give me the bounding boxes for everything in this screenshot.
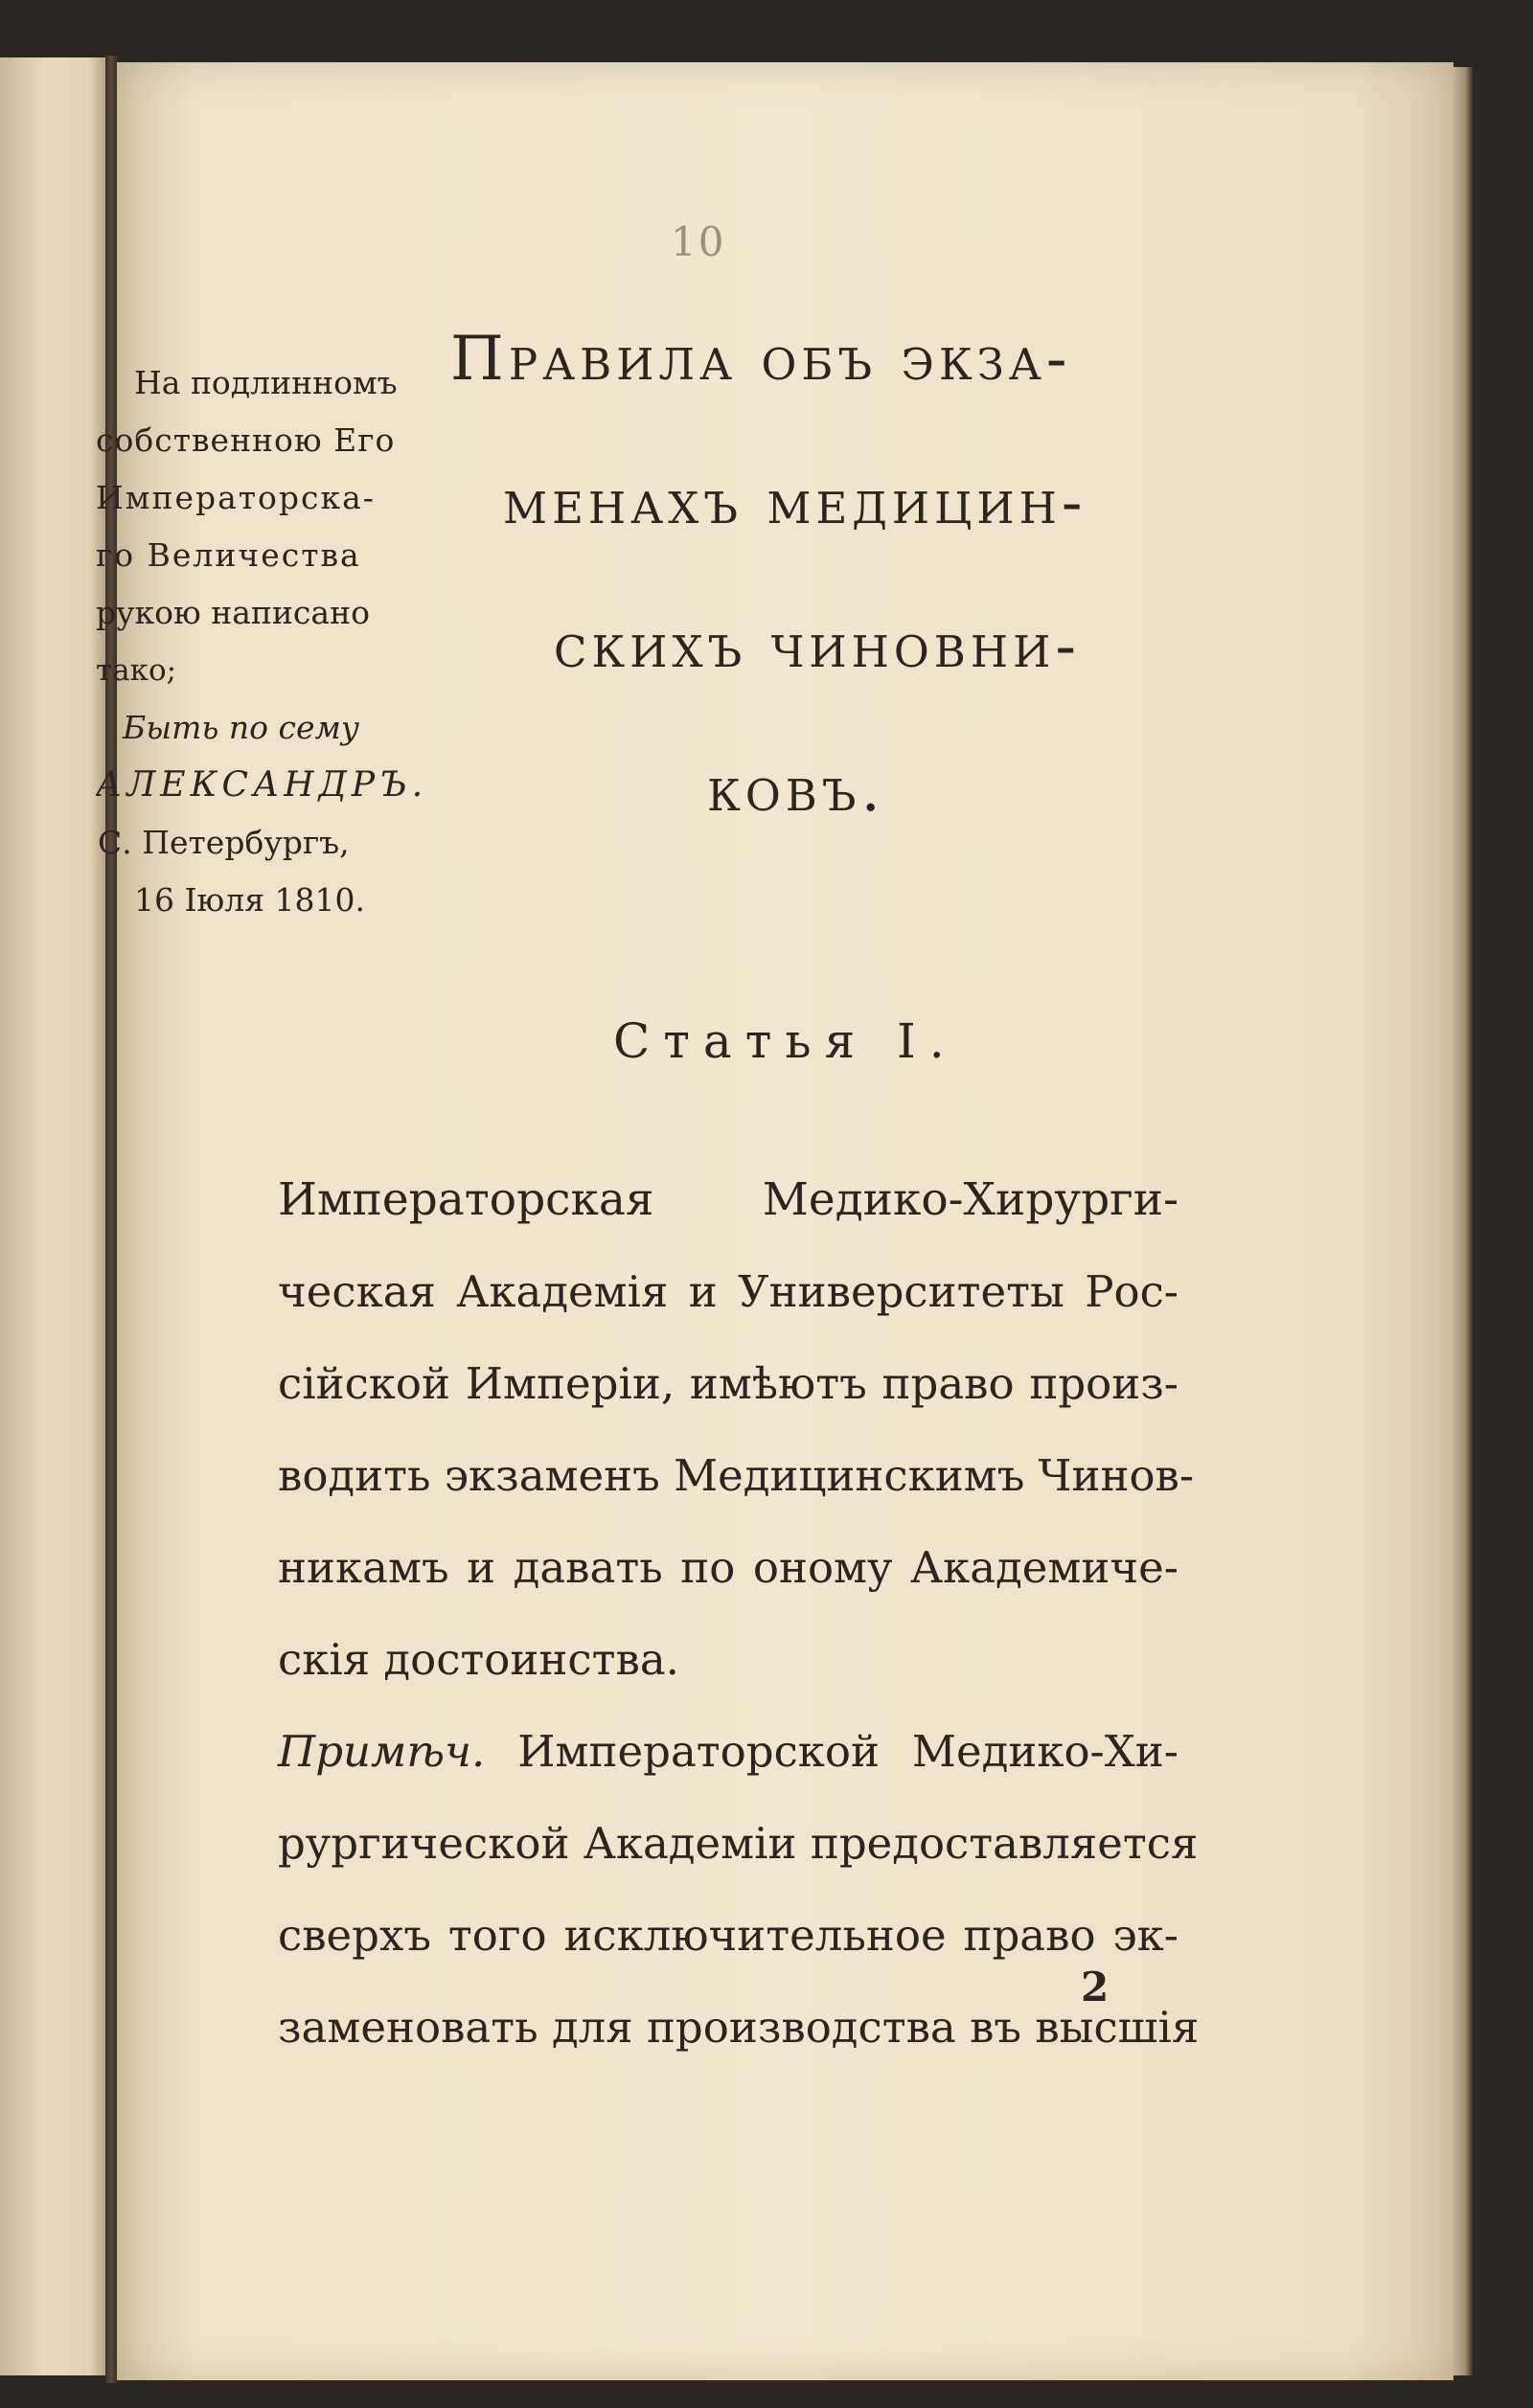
paragraph-line: Императорская Медико-Хирурги- (278, 1173, 1178, 1226)
paragraph-line: сійской Имперіи, имѣютъ право произ- (278, 1358, 1178, 1409)
margin-note (96, 354, 452, 929)
facing-page-edge (0, 57, 105, 2375)
page-number: 10 (671, 218, 726, 265)
margin-note-line: собственною Его (96, 421, 396, 459)
note-line: заменовать для производства въ высшія (278, 2002, 1200, 2053)
paragraph-line: скія достоинства. (278, 1634, 679, 1685)
title-line: скихъ чиновни- (554, 611, 1081, 682)
title-line: ковъ. (707, 755, 885, 826)
article-body (278, 1154, 1200, 2074)
margin-note-line: рукою написано (96, 594, 370, 631)
printer-signature-mark: 2 (1081, 1964, 1110, 2010)
paragraph-line: никамъ и давать по оному Академиче- (278, 1542, 1178, 1593)
margin-note-place: С. Петербургъ, (98, 824, 350, 861)
title-line: Правила объ экза- (450, 324, 1072, 395)
note-text: Императорской Медико-Хи- (517, 1726, 1178, 1777)
note-line: рургической Академіи предоставляется (278, 1818, 1199, 1869)
margin-note-line: На подлинномъ (134, 364, 398, 401)
title-line: менахъ медицин- (503, 467, 1087, 538)
note-line: сверхъ того исключительное право эк- (278, 1910, 1178, 1961)
margin-note-signature: АЛЕКСАНДРЪ. (96, 765, 428, 805)
page-edge-shadow (1453, 67, 1473, 2375)
margin-note-date: 16 Іюля 1810. (134, 881, 365, 919)
margin-note-line: Быть по сему (123, 709, 360, 746)
paragraph-line: водить экзаменъ Медицинскимъ Чинов- (278, 1450, 1195, 1501)
paragraph-line: ческая Академія и Университеты Рос- (278, 1266, 1178, 1317)
document-title (450, 287, 1198, 862)
note-label: Примѣч. (278, 1726, 486, 1777)
margin-note-line: го Величества (96, 536, 361, 574)
article-heading: Статья I. (613, 1013, 958, 1069)
note-line (278, 1706, 1178, 1798)
margin-note-line: Императорска- (96, 479, 376, 516)
margin-note-line: тако; (96, 653, 177, 688)
